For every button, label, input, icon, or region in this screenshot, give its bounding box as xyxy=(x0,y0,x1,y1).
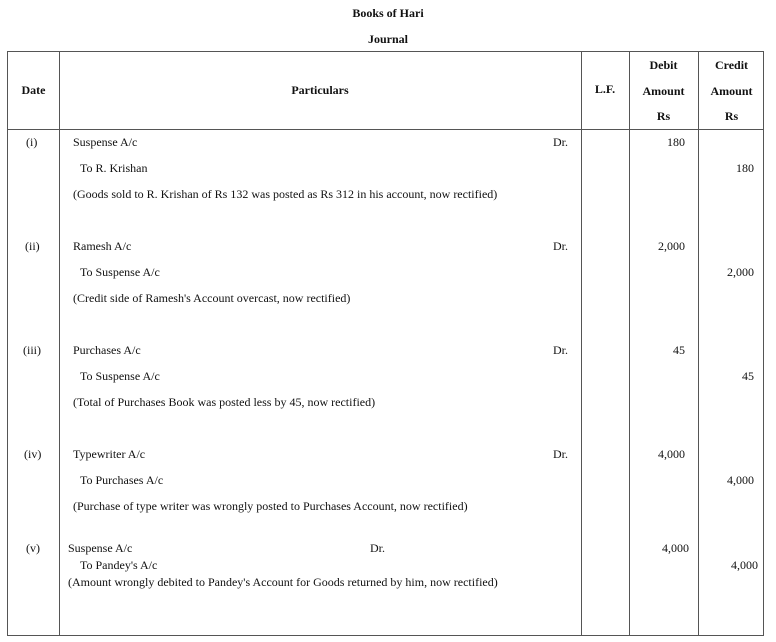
header-particulars: Particulars xyxy=(291,83,349,97)
entry-credit-amount: 4,000 xyxy=(731,558,758,572)
entry-date: (ii) xyxy=(25,239,40,253)
entry-debit-account: Purchases A/c xyxy=(73,343,141,357)
header-debit-2: Amount xyxy=(642,84,685,98)
column-divider xyxy=(59,52,60,635)
entry-dr: Dr. xyxy=(553,135,568,149)
entry-credit-amount: 45 xyxy=(742,369,754,383)
entry-dr: Dr. xyxy=(553,447,568,461)
entry-narration: (Goods sold to R. Krishan of Rs 132 was posted as Rs 312 in his account, now rectified) xyxy=(73,187,498,201)
entry-narration: (Amount wrongly debited to Pandey's Account for Goods returned by him, now rectified) xyxy=(68,575,498,589)
column-divider xyxy=(698,52,699,635)
entry-credit-amount: 180 xyxy=(736,161,754,175)
entry-dr: Dr. xyxy=(553,343,568,357)
entry-dr: Dr. xyxy=(553,239,568,253)
entry-debit-amount: 4,000 xyxy=(662,541,689,555)
entry-dr: Dr. xyxy=(370,541,385,555)
entry-debit-account: Suspense A/c xyxy=(68,541,133,555)
header-date: Date xyxy=(21,83,46,97)
column-divider xyxy=(581,52,582,635)
entry-debit-amount: 180 xyxy=(667,135,685,149)
header-lf: L.F. xyxy=(594,82,616,96)
journal-table xyxy=(7,51,764,636)
entry-credit-account: To R. Krishan xyxy=(80,161,148,175)
page-title: Books of Hari xyxy=(352,6,424,20)
entry-credit-account: To Suspense A/c xyxy=(80,265,160,279)
entry-date: (v) xyxy=(26,541,40,555)
entry-debit-account: Typewriter A/c xyxy=(73,447,146,461)
entry-debit-amount: 45 xyxy=(673,343,685,357)
entry-credit-account: To Suspense A/c xyxy=(80,369,160,383)
entry-debit-account: Ramesh A/c xyxy=(73,239,132,253)
entry-credit-account: To Purchases A/c xyxy=(80,473,164,487)
entry-debit-account: Suspense A/c xyxy=(73,135,138,149)
entry-date: (i) xyxy=(26,135,38,149)
entry-credit-amount: 2,000 xyxy=(727,265,754,279)
header-credit-1: Credit xyxy=(714,58,749,72)
entry-narration: (Purchase of type writer was wrongly posted to Purchases Account, now rectified) xyxy=(73,499,468,513)
entry-narration: (Total of Purchases Book was posted less by 45, now rectified) xyxy=(73,395,376,409)
entry-debit-amount: 2,000 xyxy=(658,239,685,253)
page-subtitle: Journal xyxy=(367,32,408,46)
header-divider xyxy=(8,129,763,130)
entry-date: (iii) xyxy=(23,343,41,357)
entry-credit-account: To Pandey's A/c xyxy=(80,558,158,572)
header-debit-1: Debit xyxy=(649,58,678,72)
entry-debit-amount: 4,000 xyxy=(658,447,685,461)
entry-credit-amount: 4,000 xyxy=(727,473,754,487)
header-credit-3: Rs xyxy=(724,109,739,123)
header-credit-2: Amount xyxy=(710,84,753,98)
entry-narration: (Credit side of Ramesh's Account overcast, now rectified) xyxy=(73,291,351,305)
entry-date: (iv) xyxy=(24,447,42,461)
header-debit-3: Rs xyxy=(656,109,671,123)
